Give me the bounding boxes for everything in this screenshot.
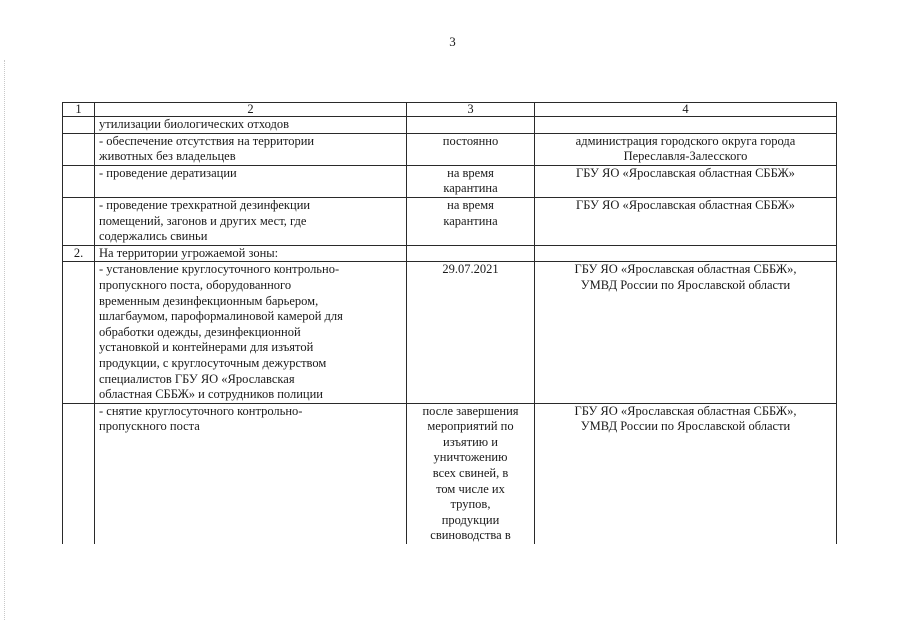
header-cell-2: 2	[95, 103, 407, 117]
header-cell-4: 4	[535, 103, 837, 117]
page-number: 3	[449, 34, 456, 49]
measure-text: - проведение дератизации	[95, 165, 407, 197]
scan-edge-artifact	[4, 60, 6, 620]
row-number	[63, 262, 95, 403]
row-number	[63, 117, 95, 134]
measures-table	[62, 102, 837, 544]
table-row	[63, 262, 837, 403]
measure-term	[407, 117, 535, 134]
row-number	[63, 133, 95, 165]
measure-executor: администрация городского округа города Переславля-Залесского	[535, 133, 837, 165]
measure-text: - обеспечение отсутствия на территории животных без владельцев	[95, 133, 407, 165]
measure-term: на время карантина	[407, 165, 535, 197]
row-number	[63, 165, 95, 197]
row-number	[63, 197, 95, 245]
table-header-row	[63, 103, 837, 117]
table-row	[63, 117, 837, 134]
header-cell-1: 1	[63, 103, 95, 117]
measure-executor: ГБУ ЯО «Ярославская областная СББЖ»	[535, 165, 837, 197]
table-row	[63, 245, 837, 262]
measure-term	[407, 245, 535, 262]
measure-term: на время карантина	[407, 197, 535, 245]
row-number	[63, 403, 95, 544]
measure-executor: ГБУ ЯО «Ярославская областная СББЖ», УМВД России по Ярославской области	[535, 262, 837, 403]
measure-text: - снятие круглосуточного контрольно- пропускного поста	[95, 403, 407, 544]
measure-executor	[535, 245, 837, 262]
measure-text: На территории угрожаемой зоны:	[95, 245, 407, 262]
measure-term: 29.07.2021	[407, 262, 535, 403]
header-cell-3: 3	[407, 103, 535, 117]
table-row	[63, 403, 837, 544]
measure-executor: ГБУ ЯО «Ярославская областная СББЖ»	[535, 197, 837, 245]
measure-term: после завершения мероприятий по изъятию и уничтожению всех свиней, в том числе их трупов, продукции свиноводства в	[407, 403, 535, 544]
table-row	[63, 197, 837, 245]
table-row	[63, 165, 837, 197]
measure-text: - установление круглосуточного контрольно- пропускного поста, оборудованного временным дезинфекционным барьером, шлагбаумом, пароформалиновой камерой для обработки одежды, дезинфекционной установкой и контейнерами для изъятой продукции, с круглосуточным дежурством специалистов ГБУ ЯО «Ярославская областная СББЖ» и сотрудников полиции	[95, 262, 407, 403]
measure-term: постоянно	[407, 133, 535, 165]
measure-executor: ГБУ ЯО «Ярославская областная СББЖ», УМВД России по Ярославской области	[535, 403, 837, 544]
measure-text: - проведение трехкратной дезинфекции помещений, загонов и других мест, где содержались свиньи	[95, 197, 407, 245]
row-number: 2.	[63, 245, 95, 262]
table-row	[63, 133, 837, 165]
measure-text: утилизации биологических отходов	[95, 117, 407, 134]
measure-executor	[535, 117, 837, 134]
